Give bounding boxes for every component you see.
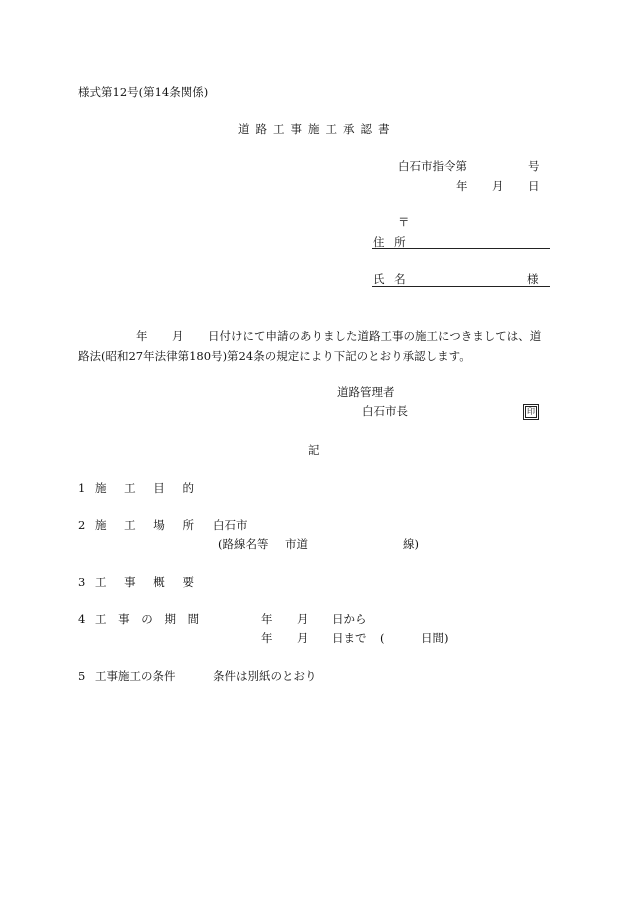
address-label: 住 所 [373,235,409,249]
postal-mark: 〒 [398,215,410,229]
item-5-value: 条件は別紙のとおり [213,669,317,683]
item-4-start-month: 月 [297,612,309,626]
official-seal: 印 [523,404,539,420]
body-year: 年 [136,329,148,343]
form-style-number: 様式第12号(第14条関係) [78,85,209,99]
name-label: 氏 名 [373,272,409,286]
item-2-label: 施 工 場 所 [95,518,201,532]
address-line [372,248,550,249]
item-4-start-day: 日から [332,612,367,626]
road-manager-label: 道路管理者 [337,385,395,399]
item-5-label: 工事施工の条件 [95,669,176,683]
name-line [372,286,550,287]
item-4-start-year: 年 [261,612,273,626]
item-4-end-month: 月 [297,631,309,645]
honorific: 様 [527,272,539,286]
item-3-number: 3 [78,575,86,589]
item-5-number: 5 [78,669,86,683]
item-2-number: 2 [78,518,86,532]
mayor-title: 白石市長 [362,404,408,418]
item-3-label: 工 事 概 要 [95,575,201,589]
item-2-value: 白石市 [213,518,248,532]
issue-day: 日 [528,179,540,193]
document-title: 道路工事施工承認書 [238,122,396,136]
item-2-route-city: 市道 [285,537,308,551]
order-number-prefix: 白石市指令第 [398,159,467,173]
body-line-2: 路法(昭和27年法律第180号)第24条の規定により下記のとおり承認します。 [78,349,471,363]
item-4-end-day: 日まで [332,631,367,645]
item-1-number: 1 [78,481,86,495]
body-line-1: 日付けにて申請のありました道路工事の施工につきましては、道 [208,329,542,343]
order-number-suffix: 号 [528,159,540,173]
item-4-days: 日間) [421,631,449,645]
item-2-route-open: (路線名等 [218,537,269,551]
issue-year: 年 [456,179,468,193]
ki-heading: 記 [308,443,320,457]
item-2-route-close: 線) [403,537,419,551]
issue-month: 月 [492,179,504,193]
body-month: 月 [172,329,184,343]
item-4-end-year: 年 [261,631,273,645]
item-1-label: 施 工 目 的 [95,481,201,495]
item-4-number: 4 [78,612,86,626]
item-4-label: 工 事 の 期 間 [95,612,204,626]
item-4-paren-open: ( [380,631,385,645]
